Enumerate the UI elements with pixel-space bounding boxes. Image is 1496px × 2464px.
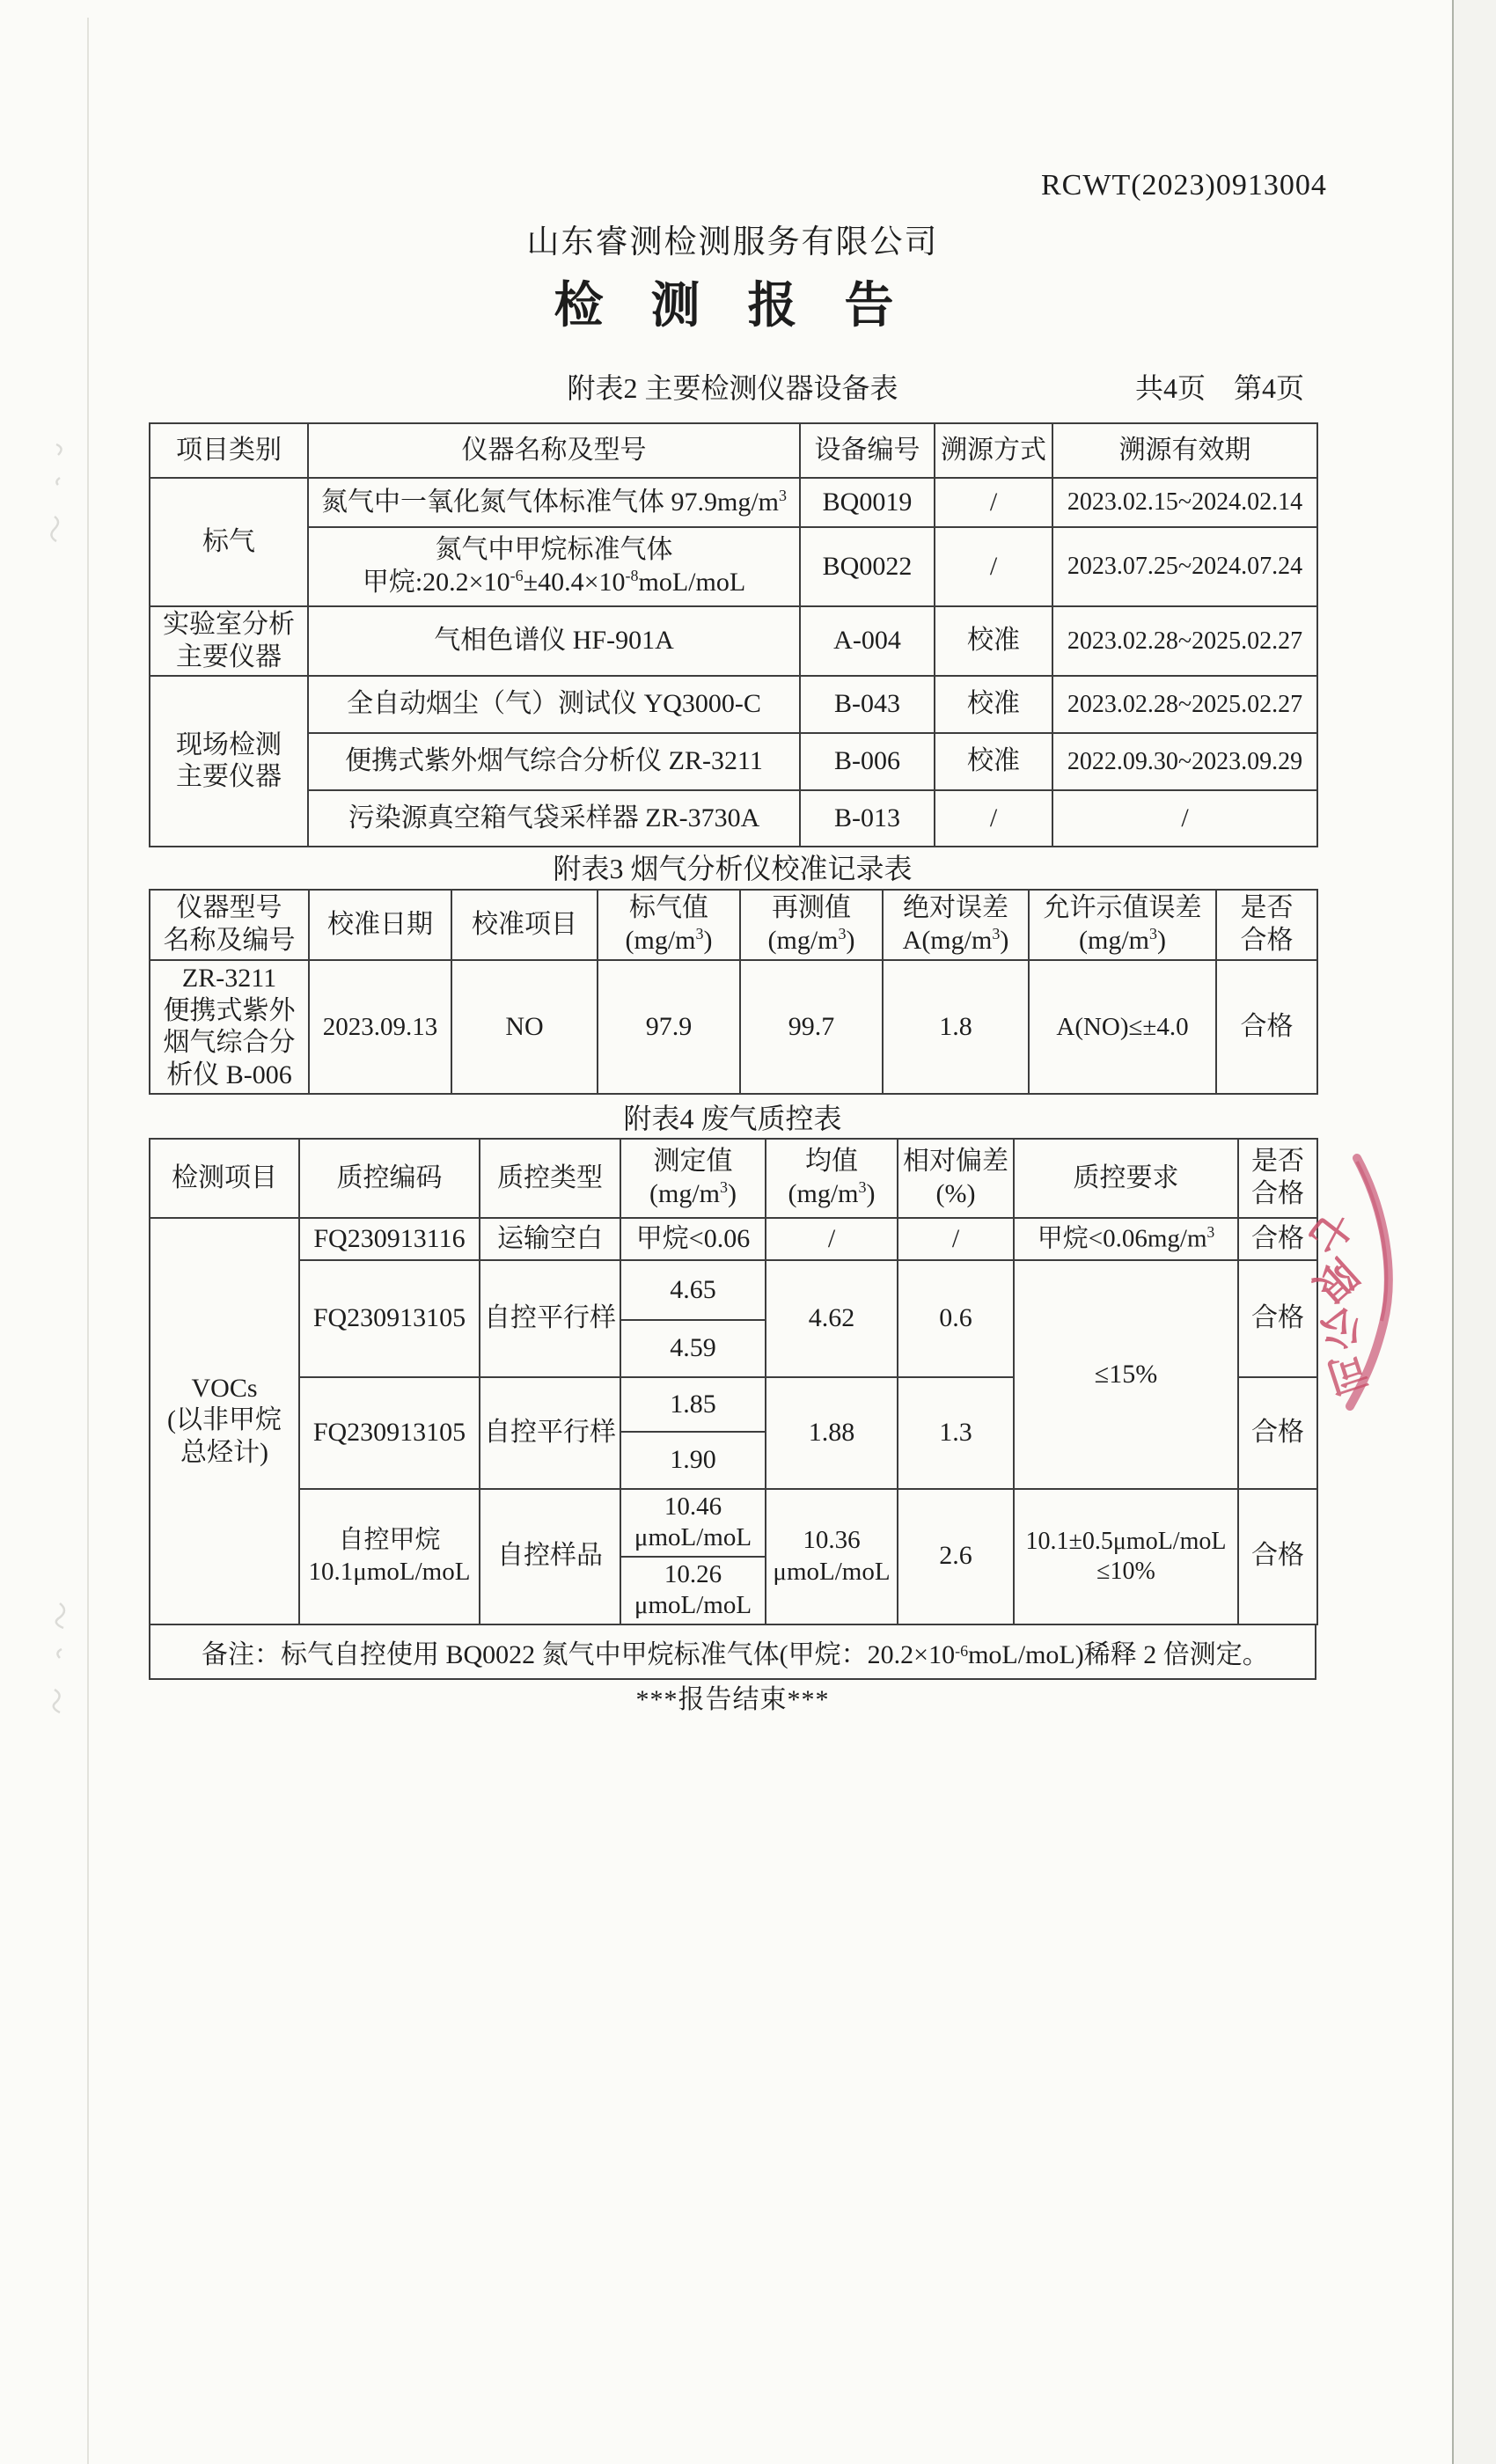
col-header: 检测项目 [150, 1139, 299, 1218]
method-cell: / [935, 790, 1052, 847]
company-name: 山东睿测检测服务有限公司 [526, 224, 939, 260]
margin-pencil-marks [40, 436, 76, 568]
code-cell: BQ0019 [800, 478, 935, 527]
measured-cell: 甲烷<0.06 [620, 1218, 766, 1260]
mean-cell: 1.88 [766, 1377, 898, 1489]
col-header: 仪器名称及型号 [308, 423, 800, 478]
retest-value-cell: 99.7 [740, 960, 883, 1094]
pass-cell: 合格 [1238, 1218, 1317, 1260]
method-cell: 校准 [935, 676, 1052, 733]
test-item-cell: VOCs (以非甲烷 总烃计) [150, 1218, 299, 1624]
col-header: 质控类型 [480, 1139, 620, 1218]
date-cell: 2023.09.13 [309, 960, 451, 1094]
col-header: 溯源有效期 [1052, 423, 1317, 478]
requirement-cell: ≤15% [1014, 1260, 1238, 1489]
col-header: 是否 合格 [1238, 1139, 1317, 1218]
page-count: 共4页 第4页 [1134, 372, 1304, 404]
instrument-cell: 便携式紫外烟气综合分析仪 ZR-3211 [308, 733, 800, 790]
qc-code-cell: FQ230913105 [299, 1260, 480, 1377]
validity-cell: 2022.09.30~2023.09.29 [1052, 733, 1317, 790]
code-cell: BQ0022 [800, 527, 935, 606]
deviation-cell: / [898, 1218, 1014, 1260]
qc-type-cell: 自控平行样 [480, 1260, 620, 1377]
method-cell: / [935, 478, 1052, 527]
col-header: 仪器型号 名称及编号 [150, 890, 309, 960]
table2-caption: 附表2 主要检测仪器设备表 [567, 372, 898, 404]
report-number: RCWT(2023)0913004 [1041, 169, 1327, 202]
note-box: 备注：标气自控使用 BQ0022 氮气中甲烷标准气体(甲烷：20.2×10 -6 moL/moL)稀释 2 倍测定。 [149, 1624, 1316, 1680]
mean-cell: 10.36 μmoL/moL [766, 1489, 898, 1624]
col-header: 相对偏差 (%) [898, 1139, 1014, 1218]
category-cell: 实验室分析 主要仪器 [150, 606, 308, 676]
mean-cell: / [766, 1218, 898, 1260]
deviation-cell: 0.6 [898, 1260, 1014, 1377]
table-row [150, 960, 1317, 1094]
col-header: 校准日期 [309, 890, 451, 960]
table-row [150, 1218, 1317, 1260]
table-row [150, 478, 1317, 527]
col-header: 项目类别 [150, 423, 308, 478]
requirement-cell: 10.1±0.5μmoL/moL ≤10% [1014, 1489, 1238, 1624]
table3-caption: 附表3 烟气分析仪校准记录表 [553, 853, 913, 884]
measured-cell: 4.65 [620, 1260, 766, 1320]
qc-table-block [149, 1138, 1316, 1680]
measured-cell: 10.26 μmoL/moL [620, 1557, 766, 1624]
method-cell: / [935, 527, 1052, 606]
paper-fold-line [87, 18, 89, 2464]
margin-pencil-marks [39, 1591, 77, 1732]
instrument-cell: 全自动烟尘（气）测试仪 YQ3000-C [308, 676, 800, 733]
measured-cell: 10.46 μmoL/moL [620, 1489, 766, 1557]
instrument-cell: 氮气中甲烷标准气体 甲烷$:20.2\times 10^{-6}\pm 40.4\times 10^{-8}moL$/moL [308, 527, 800, 606]
table-row [150, 733, 1317, 790]
instrument-cell: 氮气中一氧化氮气体标准气体 $97.9mg/m^3$ [308, 478, 800, 527]
method-cell: 校准 [935, 733, 1052, 790]
svg-text:限: 限 [1305, 1250, 1366, 1310]
measured-cell: 4.59 [620, 1320, 766, 1377]
col-header: 溯源方式 [935, 423, 1052, 478]
col-header: 质控要求 [1014, 1139, 1238, 1218]
validity-cell: 2023.02.28~2025.02.27 [1052, 676, 1317, 733]
instrument-cell: 污染源真空箱气袋采样器 ZR-3730A [308, 790, 800, 847]
svg-text:七: 七 [1299, 1201, 1360, 1262]
calibration-table [149, 889, 1318, 1095]
pass-cell: 合格 [1238, 1377, 1317, 1489]
std-value-cell: 97.9 [598, 960, 740, 1094]
instrument-table [149, 422, 1318, 847]
instrument-cell: ZR-3211 便携式紫外 烟气综合分 析仪 B-006 [150, 960, 309, 1094]
deviation-cell: 2.6 [898, 1489, 1014, 1624]
pass-cell: 合格 [1216, 960, 1317, 1094]
col-header: 设备编号 [800, 423, 935, 478]
measured-cell: 1.85 [620, 1377, 766, 1432]
code-cell: B-043 [800, 676, 935, 733]
category-cell: 现场检测 主要仪器 [150, 676, 308, 847]
paper-right-edge [1452, 0, 1496, 2464]
instrument-cell: 气相色谱仪 HF-901A [308, 606, 800, 676]
qc-code-cell: 自控甲烷 10.1μmoL/moL [299, 1489, 480, 1624]
svg-text:司: 司 [1320, 1345, 1374, 1401]
code-cell: A-004 [800, 606, 935, 676]
table2-caption-row [149, 366, 1316, 403]
validity-cell: 2023.02.28~2025.02.27 [1052, 606, 1317, 676]
company-stamp [1287, 1142, 1436, 1424]
table-row [150, 527, 1317, 606]
col-header: 测定值 $(mg/m^3)$ [620, 1139, 766, 1218]
qc-type-cell: 运输空白 [480, 1218, 620, 1260]
stamp-arc-icon [1287, 1142, 1436, 1424]
table-row [150, 1260, 1317, 1320]
table-header-row [150, 890, 1317, 960]
mean-cell: 4.62 [766, 1260, 898, 1377]
requirement-cell: 甲烷$<0.06mg/m^3$ [1014, 1218, 1238, 1260]
qc-code-cell: FQ230913105 [299, 1377, 480, 1489]
pass-cell: 合格 [1238, 1489, 1317, 1624]
qc-type-cell: 自控样品 [480, 1489, 620, 1624]
code-cell: B-013 [800, 790, 935, 847]
report-title: 检 测 报 告 [554, 279, 912, 334]
method-cell: 校准 [935, 606, 1052, 676]
measured-cell: 1.90 [620, 1432, 766, 1489]
table-row [150, 676, 1317, 733]
col-header: 再测值 $(mg/m^3)$ [740, 890, 883, 960]
deviation-cell: 1.3 [898, 1377, 1014, 1489]
table-row [150, 1489, 1317, 1557]
col-header: 均值 $(mg/m^3)$ [766, 1139, 898, 1218]
col-header: 质控编码 [299, 1139, 480, 1218]
validity-cell: 2023.07.25~2024.07.24 [1052, 527, 1317, 606]
qc-type-cell: 自控平行样 [480, 1377, 620, 1489]
col-header: 校准项目 [451, 890, 598, 960]
table-header-row [150, 423, 1317, 478]
qc-table [149, 1138, 1318, 1625]
col-header: 标气值 $(mg/m^3)$ [598, 890, 740, 960]
allowed-error-cell: A(NO)≤±4.0 [1029, 960, 1216, 1094]
item-cell: NO [451, 960, 598, 1094]
col-header: 绝对误差 $A(mg/m^3)$ [883, 890, 1029, 960]
abs-error-cell: 1.8 [883, 960, 1029, 1094]
pass-cell: 合格 [1238, 1260, 1317, 1377]
table-row [150, 790, 1317, 847]
category-cell: 标气 [150, 478, 308, 606]
col-header: 是否 合格 [1216, 890, 1317, 960]
svg-text:公: 公 [1312, 1298, 1370, 1359]
table4-caption: 附表4 废气质控表 [623, 1103, 842, 1134]
qc-code-cell: FQ230913116 [299, 1218, 480, 1260]
report-end-marker: ***报告结束*** [635, 1685, 830, 1714]
col-header: 允许示值误差 $(mg/m^3)$ [1029, 890, 1216, 960]
table-header-row [150, 1139, 1317, 1218]
validity-cell: / [1052, 790, 1317, 847]
table-row [150, 606, 1317, 676]
validity-cell: 2023.02.15~2024.02.14 [1052, 478, 1317, 527]
code-cell: B-006 [800, 733, 935, 790]
